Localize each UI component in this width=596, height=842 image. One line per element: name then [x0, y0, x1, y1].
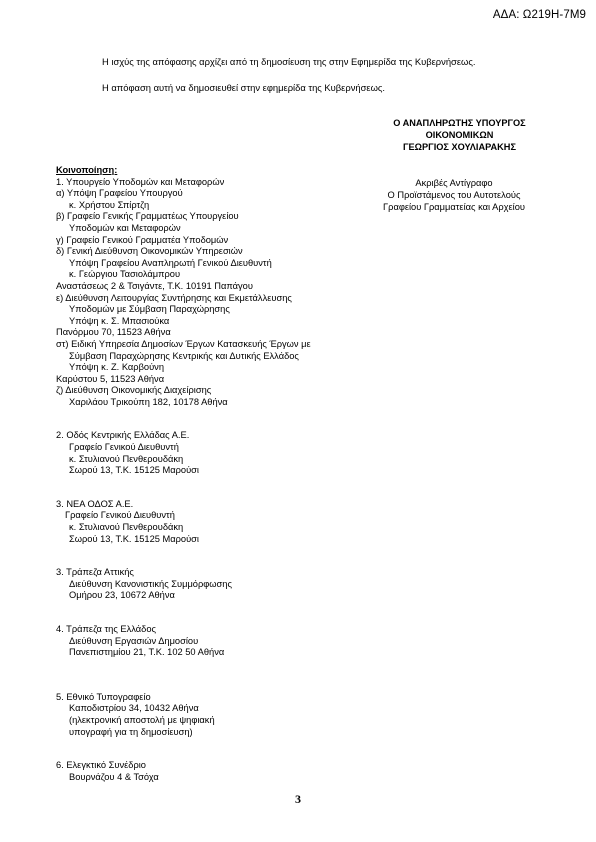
page-number: 3: [295, 792, 301, 806]
list-item: Σωρού 13, Τ.Κ. 15125 Μαρούσι: [69, 533, 199, 544]
certified-copy-label: Ακριβές Αντίγραφο: [415, 178, 493, 188]
list-item: κ. Γεώργιου Τασιολάμπρου: [69, 269, 181, 280]
list-item: κ. Χρήστου Σπίρτζη: [69, 199, 150, 210]
list-item: Υποδομών και Μεταφορών: [69, 222, 181, 233]
list-item: 5. Εθνικό Τυπογραφείο: [56, 691, 151, 702]
signature-block: [367, 117, 552, 153]
list-item: 4. Τράπεζα της Ελλάδος: [56, 624, 156, 634]
list-item: Πανεπιστημίου 21, Τ.Κ. 102 50 Αθήνα: [69, 647, 225, 658]
certified-head: Ο Προϊστάμενος του Αυτοτελούς: [387, 190, 521, 200]
list-item: Πανόρμου 70, 11523 Αθήνα: [56, 327, 171, 338]
paragraph-publication: Η απόφαση αυτή να δημοσιευθεί στην εφημερίδα της Κυβερνήσεως.: [102, 82, 386, 93]
list-item: Γραφείο Γενικού Διευθυντή: [69, 442, 179, 453]
list-item: Γραφείο Γενικού Διευθυντή: [65, 510, 175, 521]
list-item: Αναστάσεως 2 & Τσιγάντε, Τ.Κ. 10191 Παπάγου: [56, 280, 253, 291]
notification-title: Κοινοποίηση:: [56, 165, 118, 175]
list-item: Υπόψη κ. Σ. Μπασιούκα: [69, 315, 170, 326]
paragraph-validity: Η ισχύς της απόφασης αρχίζει από τη δημοσίευση της στην Εφημερίδα της Κυβερνήσεως.: [102, 56, 476, 67]
list-item: (ηλεκτρονική αποστολή με ψηφιακή: [69, 714, 215, 725]
list-item: ζ) Διεύθυνση Οικονομικής Διαχείρισης: [56, 385, 212, 396]
notification-list: [56, 165, 311, 783]
list-item: Χαριλάου Τρικούπη 182, 10178 Αθήνα: [69, 396, 228, 407]
list-item: α) Υπόψη Γραφείου Υπουργού: [56, 188, 183, 199]
list-item: Διεύθυνση Κανονιστικής Συμμόρφωσης: [69, 578, 232, 589]
list-item: κ. Στυλιανού Πενθερουδάκη: [69, 522, 184, 533]
list-item: ε) Διεύθυνση Λειτουργίας Συντήρησης και Εκμετάλλευσης: [56, 292, 292, 303]
list-item: στ) Ειδική Υπηρεσία Δημοσίων Έργων Κατασκευής Έργων με: [56, 338, 311, 349]
list-item: Υποδομών με Σύμβαση Παραχώρησης: [69, 304, 230, 315]
list-item: Σύμβαση Παραχώρησης Κεντρικής και Δυτικής Ελλάδος: [69, 350, 299, 361]
list-item: 2. Οδός Κεντρικής Ελλάδας Α.Ε.: [56, 430, 190, 441]
list-item: 3. Τράπεζα Αττικής: [56, 567, 134, 578]
list-item: γ) Γραφείο Γενικού Γραμματέα Υποδομών: [56, 234, 229, 245]
list-item: β) Γραφείο Γενικής Γραμματέως Υπουργείου: [56, 211, 239, 222]
list-item: Υπόψη Γραφείου Αναπληρωτή Γενικού Διευθυντή: [69, 257, 272, 268]
certified-copy-block: [360, 177, 548, 213]
list-item: κ. Στυλιανού Πενθερουδάκη: [69, 453, 184, 464]
signature-ministry: ΟΙΚΟΝΟΜΙΚΩΝ: [425, 130, 494, 140]
list-item: Βουρνάζου 4 & Τσόχα: [69, 771, 159, 782]
list-item: Σωρού 13, Τ.Κ. 15125 Μαρούσι: [69, 465, 199, 476]
signature-title: Ο ΑΝΑΠΛΗΡΩΤΗΣ ΥΠΟΥΡΓΟΣ: [393, 118, 526, 128]
list-item: Διεύθυνση Εργασιών Δημοσίου: [69, 635, 199, 646]
certified-office: Γραφείου Γραμματείας και Αρχείου: [383, 202, 525, 212]
list-item: υπογραφή για τη δημοσίευση): [69, 726, 193, 737]
list-item: 6. Ελεγκτικό Συνέδριο: [56, 760, 146, 771]
ada-code: ΑΔΑ: Ω219Η-7Μ9: [492, 9, 586, 21]
list-item: δ) Γενική Διεύθυνση Οικονομικών Υπηρεσιών: [56, 246, 243, 257]
list-item: Ομήρου 23, 10672 Αθήνα: [69, 590, 175, 601]
signature-name: ΓΕΩΡΓΙΟΣ ΧΟΥΛΙΑΡΑΚΗΣ: [403, 142, 516, 152]
list-item: Υπόψη κ. Ζ. Καρβούνη: [69, 362, 164, 373]
list-item: 1. Υπουργείο Υποδομών και Μεταφορών: [56, 176, 225, 187]
list-item: Καρύστου 5, 11523 Αθήνα: [56, 373, 165, 384]
list-item: Καποδιστρίου 34, 10432 Αθήνα: [69, 703, 199, 714]
list-item: 3. ΝΕΑ ΟΔΟΣ Α.Ε.: [56, 498, 134, 509]
